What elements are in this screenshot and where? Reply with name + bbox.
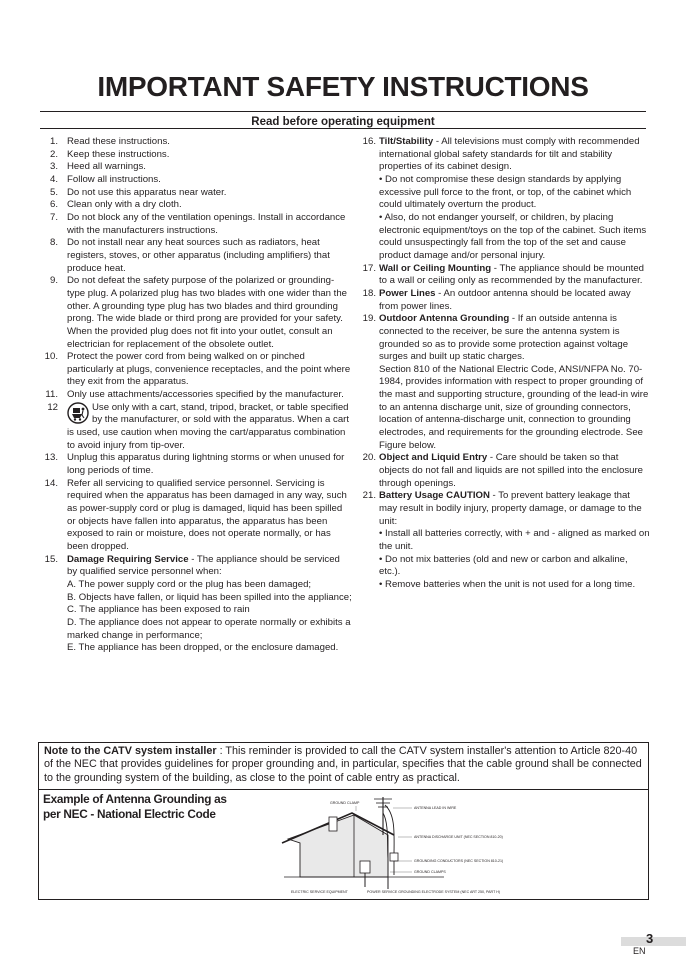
item-text: - Care should be taken so that objects do not fall and liquids are not spilled into the enclosure through openings.: [379, 452, 643, 489]
item-text: - To prevent battery leakage that may result in bodily injury, property damage, or damage to the unit:: [379, 490, 642, 527]
item-heading: Wall or Ceiling Mounting: [379, 262, 492, 274]
item-text: Heed all warnings.: [67, 161, 146, 173]
catv-note: [44, 745, 644, 785]
item-text: Refer all servicing to qualified service personnel. Servicing is required when the apparatus has been damaged in any way, such as power-supply cord or plug is damaged, liquid has been spilled or objects have fallen into apparatus, the apparatus has been exposed to rain or moisture, does not operate normally, or has been dropped.: [67, 477, 347, 552]
cart-warning-icon: [67, 402, 89, 424]
page-tab: [621, 937, 686, 946]
list-item: [40, 554, 352, 655]
item-number: 6.: [49, 199, 58, 211]
list-item: [358, 136, 650, 263]
item-number: 3.: [49, 161, 58, 173]
item-number: 12: [47, 401, 58, 413]
list-item: [40, 136, 352, 149]
item-line: • Install all batteries correctly, with + and - aligned as marked on the unit.: [379, 528, 650, 552]
item-line: • Remove batteries when the unit is not used for a long time.: [379, 578, 636, 590]
item-text: Follow all instructions.: [67, 173, 161, 185]
item-line: B. Objects have fallen, or liquid has been spilled into the appliance;: [67, 591, 352, 603]
item-number: 19.: [362, 313, 376, 325]
item-number: 13.: [44, 452, 58, 464]
divider: [39, 789, 648, 790]
list-item: [40, 237, 352, 275]
page-title: IMPORTANT SAFETY INSTRUCTIONS: [97, 71, 589, 102]
item-text: Unplug this apparatus during lightning storms or when unused for long periods of time.: [67, 452, 345, 477]
item-heading: Outdoor Antenna Grounding: [379, 313, 510, 325]
item-text: Only use attachments/accessories specified by the manufacturer.: [67, 389, 344, 401]
item-number: 11.: [45, 389, 58, 401]
item-number: 20.: [362, 452, 376, 464]
item-heading: Power Lines: [379, 287, 436, 299]
item-text: Do not defeat the safety purpose of the polarized or grounding-type plug. A polarized plug has two blades with one wider than the other. A grounding type plug has two blades and third grounding prong. The wide blade or third prong are provided for your safety. When the provided plug does not fit into your outlet, consult an electrician for replacement of the obsolete outlet.: [67, 275, 348, 350]
catv-note-box: [38, 742, 649, 900]
list-item: [40, 478, 352, 554]
item-text: Read these instructions.: [67, 136, 170, 147]
list-item: [40, 389, 352, 402]
page-number: 3: [646, 931, 654, 946]
item-number: 14.: [44, 477, 58, 489]
label-ground-clamp: GROUND CLAMP: [330, 801, 360, 805]
item-line: • Do not compromise these design standards by applying excessive pull force to the front, or top, of the cabinet which could ultimately overturn the product.: [379, 173, 632, 211]
list-item: [358, 263, 650, 288]
item-text: Use only with a cart, stand, tripod, bracket, or table specified by the manufacturer, or sold with the apparatus. When a cart is used, use caution when moving the cart/apparatus combination to avoid injury from tip-over.: [67, 401, 350, 451]
item-number: 7.: [49, 211, 58, 223]
item-text: - The appliance should be mounted to a wall or ceiling only as recommended by the manufacturer.: [379, 262, 644, 287]
item-number: 15.: [44, 553, 58, 565]
antenna-grounding-diagram: [244, 795, 504, 898]
item-number: 10.: [44, 351, 58, 363]
item-number: 16.: [362, 136, 376, 147]
item-line: • Also, do not endanger yourself, or children, by placing electronic equipment/toys on the top of the cabinet. Such items could unsuspectingly fall from the top of the set and cause product damage and/or personal injury.: [379, 211, 647, 261]
chimney: [329, 817, 337, 831]
item-heading: Battery Usage CAUTION: [379, 490, 490, 502]
item-number: 17.: [362, 262, 376, 274]
list-item: [40, 212, 352, 237]
list-item: [40, 174, 352, 187]
item-text: Keep these instructions.: [67, 148, 170, 160]
list-item: [40, 452, 352, 477]
example-title: Example of Antenna Grounding as per NEC - National Electric Code: [43, 792, 227, 821]
left-column: [40, 136, 352, 655]
list-item: [40, 149, 352, 162]
item-text: - If an outside antenna is connected to the receiver, be sure the antenna system is grounded so as to provide some protection against voltage surges and built up static charges.: [379, 313, 629, 363]
note-text: : This reminder is provided to call the CATV system installer's attention to Article 820-40 of the NEC that provides guidelines for proper grounding and, in particular, specifies that the cable ground shall be connected to the grounding system of the building, as close to the point of cable entry as practical.: [44, 745, 642, 784]
item-number: 1.: [49, 136, 58, 147]
item-number: 18.: [362, 287, 376, 299]
item-text: - The appliance should be serviced by qualified service personnel when:: [67, 553, 340, 578]
item-number: 2.: [49, 148, 58, 160]
list-item: [358, 288, 650, 313]
list-item: [40, 275, 352, 351]
item-text: Do not block any of the ventilation openings. Install in accordance with the manufacturers instructions.: [67, 211, 346, 236]
list-item: [40, 161, 352, 174]
item-number: 9.: [49, 275, 58, 287]
language-code: EN: [633, 946, 646, 956]
item-text: Clean only with a dry cloth.: [67, 199, 182, 211]
list-item: [40, 351, 352, 389]
item-line: D. The appliance does not appear to operate normally or exhibits a marked change in performance;: [67, 616, 351, 641]
label-grounding-conductors: GROUNDING CONDUCTORS (NEC SECTION 810-21): [414, 859, 504, 863]
item-text: Do not use this apparatus near water.: [67, 186, 227, 198]
list-item: [40, 402, 352, 453]
list-item: [40, 187, 352, 200]
subtitle-bar: [40, 111, 646, 129]
label-discharge-unit: ANTENNA DISCHARGE UNIT (NEC SECTION 810-20): [414, 835, 503, 839]
label-antenna-lead-in: ANTENNA LEAD IN WIRE: [414, 806, 457, 810]
discharge-unit: [390, 853, 398, 861]
label-ground-clamps: GROUND CLAMPS: [414, 870, 446, 874]
item-text: Protect the power cord from being walked on or pinched particularly at plugs, convenience receptacles, and the point where they exit from the apparatus.: [67, 351, 351, 388]
item-line: Section 810 of the National Electric Code, ANSI/NFPA No. 70-1984, provides information with respect to proper grounding of the mast and supporting structure, grounding of the lead-in wire to an antenna discharge unit, size of grounding connectors, location of antenna-discharge unit, connection to grounding electrodes, and requirements for the grounding electrode. See Figure below.: [379, 363, 649, 451]
right-column: [358, 136, 650, 592]
item-text: Do not install near any heat sources such as radiators, heat registers, stoves, or other apparatus (including amplifiers) that produce heat.: [67, 237, 330, 274]
item-line: A. The power supply cord or the plug has been damaged;: [67, 578, 312, 590]
label-power-service: POWER SERVICE GROUNDING ELECTRODE SYSTEM (NEC ART 250, PART H): [367, 890, 500, 894]
item-heading: Damage Requiring Service: [67, 553, 189, 565]
item-number: 8.: [49, 237, 58, 249]
item-text: - All televisions must comply with recommended international global safety standards for tilt and stability properties of its cabinet design.: [379, 136, 640, 173]
item-text: - An outdoor antenna should be located away from power lines.: [379, 287, 631, 312]
item-line: E. The appliance has been dropped, or the enclosure damaged.: [67, 642, 339, 654]
list-item: [358, 452, 650, 490]
list-item: [358, 313, 650, 452]
item-line: • Do not mix batteries (old and new or carbon and alkaline, etc.).: [379, 553, 628, 578]
label-electric-service: ELECTRIC SERVICE EQUIPMENT: [291, 890, 348, 894]
item-number: 21.: [362, 490, 376, 502]
service-box: [360, 861, 370, 873]
item-heading: Tilt/Stability: [379, 136, 434, 147]
list-item: [358, 490, 650, 591]
subtitle: Read before operating equipment: [251, 116, 435, 128]
note-heading: Note to the CATV system installer: [44, 745, 217, 757]
item-line: C. The appliance has been exposed to rain: [67, 604, 250, 616]
list-item: [40, 199, 352, 212]
item-number: 4.: [49, 173, 58, 185]
item-number: 5.: [49, 186, 58, 198]
item-heading: Object and Liquid Entry: [379, 452, 488, 464]
